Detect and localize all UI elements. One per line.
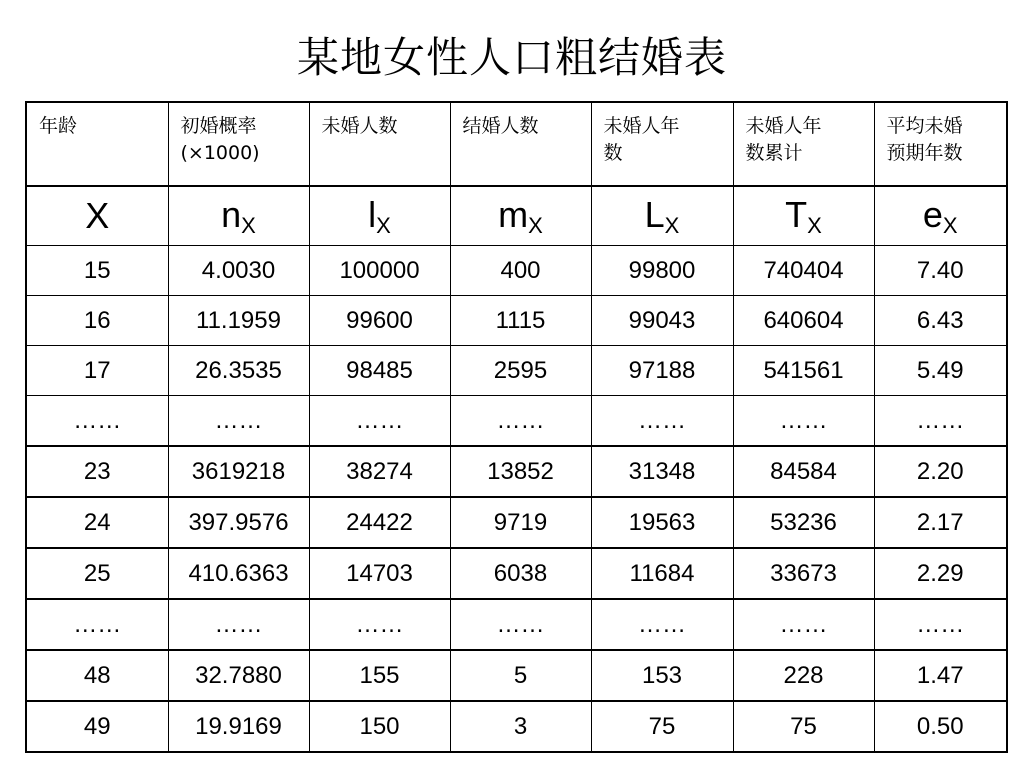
header-cell-age: [26, 102, 168, 186]
cell-lx: 38274: [309, 446, 450, 497]
cell-ex: 6.43: [874, 296, 1007, 346]
cell-mx: ……: [450, 599, 591, 650]
cell-nx: 410.6363: [168, 548, 309, 599]
cell-mx: 13852: [450, 446, 591, 497]
cell-lx: 150: [309, 701, 450, 752]
cell-mx: 6038: [450, 548, 591, 599]
header-line: 数: [603, 142, 623, 164]
header-cell-marriage-probability: [168, 102, 309, 186]
symbol-row: [26, 186, 1007, 246]
symbol-cell: [168, 186, 309, 246]
header-cell-married-count: [450, 102, 591, 186]
cell-ex: 1.47: [874, 650, 1007, 701]
cell-nx: 32.7880: [168, 650, 309, 701]
cell-nx: 11.1959: [168, 296, 309, 346]
cell-Tx: ……: [733, 599, 874, 650]
header-line: 初婚概率: [180, 115, 257, 137]
header-cell-cumulative-person-years: [733, 102, 874, 186]
cell-nx: 4.0030: [168, 246, 309, 296]
header-line: (×1000): [180, 142, 260, 164]
cell-nx: 397.9576: [168, 497, 309, 548]
cell-nx: 19.9169: [168, 701, 309, 752]
cell-age: 15: [26, 246, 168, 296]
cell-lx: 14703: [309, 548, 450, 599]
symbol-base: n: [221, 193, 242, 235]
cell-mx: 9719: [450, 497, 591, 548]
symbol-cell: [450, 186, 591, 246]
symbol-cell: [309, 186, 450, 246]
cell-lx: 100000: [309, 246, 450, 296]
cell-Tx: 228: [733, 650, 874, 701]
cell-nx: ……: [168, 396, 309, 447]
symbol-cell: [591, 186, 733, 246]
cell-ex: 2.29: [874, 548, 1007, 599]
header-line: 未婚人数: [321, 115, 398, 137]
cell-age: 16: [26, 296, 168, 346]
cell-lx: 99600: [309, 296, 450, 346]
cell-Tx: 640604: [733, 296, 874, 346]
cell-Lx: 97188: [591, 346, 733, 396]
cell-age: 17: [26, 346, 168, 396]
symbol-cell: [874, 186, 1007, 246]
cell-ex: 7.40: [874, 246, 1007, 296]
cell-nx: ……: [168, 599, 309, 650]
cell-Lx: 11684: [591, 548, 733, 599]
table-row-ellipsis: [26, 599, 1007, 650]
header-cell-expected-unmarried-years: [874, 102, 1007, 186]
cell-Lx: 153: [591, 650, 733, 701]
table-row: [26, 650, 1007, 701]
page-title: 某地女性人口粗结婚表: [296, 33, 727, 82]
symbol-subscript: X: [241, 212, 256, 238]
cell-mx: 3: [450, 701, 591, 752]
cell-ex: ……: [874, 396, 1007, 447]
symbol-base: l: [368, 193, 377, 235]
marriage-table: [25, 101, 1008, 753]
cell-age: ……: [26, 599, 168, 650]
cell-nx: 26.3535: [168, 346, 309, 396]
symbol-subscript: X: [376, 212, 391, 238]
cell-mx: 1115: [450, 296, 591, 346]
cell-Lx: 75: [591, 701, 733, 752]
header-line: 预期年数: [886, 142, 963, 164]
cell-mx: 2595: [450, 346, 591, 396]
cell-mx: 5: [450, 650, 591, 701]
symbol-subscript: X: [807, 212, 822, 238]
symbol-base: e: [922, 193, 943, 235]
header-cell-unmarried-count: [309, 102, 450, 186]
table-row-ellipsis: [26, 396, 1007, 447]
cell-ex: 5.49: [874, 346, 1007, 396]
header-line: 平均未婚: [886, 115, 963, 137]
cell-ex: ……: [874, 599, 1007, 650]
table-row: [26, 446, 1007, 497]
symbol-base: T: [785, 193, 808, 235]
symbol-subscript: X: [942, 212, 958, 238]
table-row: [26, 246, 1007, 296]
cell-mx: 400: [450, 246, 591, 296]
symbol-subscript: X: [664, 212, 680, 238]
cell-mx: ……: [450, 396, 591, 447]
cell-Tx: 740404: [733, 246, 874, 296]
cell-lx: 155: [309, 650, 450, 701]
header-cell-unmarried-person-years: [591, 102, 733, 186]
cell-Tx: 33673: [733, 548, 874, 599]
cell-age: 49: [26, 701, 168, 752]
cell-age: 24: [26, 497, 168, 548]
symbol-cell: [26, 186, 168, 246]
header-line: 未婚人年: [603, 115, 680, 137]
header-line: 数累计: [745, 142, 803, 164]
cell-Lx: 31348: [591, 446, 733, 497]
cell-ex: 2.17: [874, 497, 1007, 548]
cell-Tx: 53236: [733, 497, 874, 548]
cell-lx: 98485: [309, 346, 450, 396]
cell-Lx: 99800: [591, 246, 733, 296]
cell-ex: 0.50: [874, 701, 1007, 752]
symbol-base: m: [498, 193, 529, 235]
cell-ex: 2.20: [874, 446, 1007, 497]
cell-age: 48: [26, 650, 168, 701]
header-line: 未婚人年: [745, 115, 822, 137]
cell-lx: ……: [309, 599, 450, 650]
cell-Tx: 75: [733, 701, 874, 752]
cell-Lx: 19563: [591, 497, 733, 548]
symbol-subscript: X: [528, 212, 543, 238]
header-row: [26, 102, 1007, 186]
cell-age: 25: [26, 548, 168, 599]
cell-Lx: ……: [591, 599, 733, 650]
cell-Tx: 541561: [733, 346, 874, 396]
table-row: [26, 497, 1007, 548]
header-line: 年龄: [39, 115, 78, 137]
symbol-base: L: [644, 193, 665, 235]
table-row: [26, 296, 1007, 346]
table-row: [26, 548, 1007, 599]
header-line: 结婚人数: [462, 115, 539, 137]
cell-lx: ……: [309, 396, 450, 447]
cell-Tx: ……: [733, 396, 874, 447]
table-row: [26, 346, 1007, 396]
cell-age: 23: [26, 446, 168, 497]
table-row: [26, 701, 1007, 752]
cell-nx: 3619218: [168, 446, 309, 497]
cell-Lx: 99043: [591, 296, 733, 346]
cell-age: ……: [26, 396, 168, 447]
cell-Lx: ……: [591, 396, 733, 447]
symbol-base: X: [85, 195, 110, 236]
cell-Tx: 84584: [733, 446, 874, 497]
cell-lx: 24422: [309, 497, 450, 548]
symbol-cell: [733, 186, 874, 246]
